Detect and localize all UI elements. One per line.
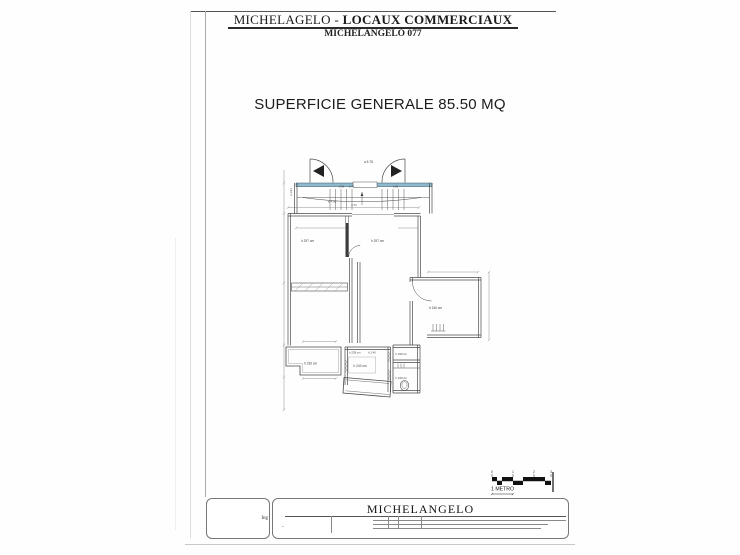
plan-label: h 297 cm [371,239,385,243]
wall-hatch [388,352,391,362]
title-block-column-line [398,516,399,529]
plan-label: h 240 cm [395,376,408,380]
plan-label: 1.85 [393,185,399,189]
surface-title: SUPERFICIE GENERALE 85.50 MQ [254,96,506,113]
scale-tick-number: 2 [533,470,535,474]
engineer-label: Ing [261,516,268,521]
right-room [410,278,481,346]
plan-label: h 297 cm [301,239,315,243]
centre-partition [346,216,361,257]
title-block-project-name: MICHELANGELO [366,502,475,516]
stair-hatch-right [382,189,404,210]
plan-label: a 5.78 [364,160,373,164]
centre-door-swing [349,246,361,258]
right-door-swing [382,159,405,183]
toilet [400,381,408,391]
plan-label: h 246 cm [429,306,443,310]
scale-tick-number: 3 [550,470,552,474]
radiator-ticks [431,324,446,331]
title-block-row-line [373,524,548,525]
title-block-rule [285,516,566,517]
wall-hatch [388,370,391,380]
main-room-walls [288,214,421,346]
floor-plan [280,150,495,415]
plan-label: h 240 cm [395,352,408,356]
left-door-swing [310,159,333,183]
plan-label: a 4.90 [328,199,337,204]
title-block-main-box [272,498,569,539]
plan-label: h 239 cm [349,350,361,355]
plan-label: a 1.91 [289,188,293,196]
drawing-header-subtitle: MICHELANGELO 077 [324,29,422,39]
title-block-cell-divider [331,516,332,533]
scan-fold-line [175,238,176,530]
plan-label: 1.77 [349,185,355,189]
scan-bottom-shadow [185,544,575,545]
page-left-outer-border [190,11,191,538]
plan-label: h 2.40 [368,350,376,355]
plan-label: 2.05 [339,185,345,189]
central-shaft [350,258,361,343]
scale-bar-segments [492,477,551,485]
title-block-row-line [373,520,566,521]
bottom-corridor [343,378,391,398]
counter [292,283,348,291]
plan-label: h 240 cm [353,364,367,368]
title-block-stamp-box [206,498,270,539]
drawing-header-title [213,12,533,28]
right-room-door-swing [413,282,432,301]
wall-hatch [345,360,348,372]
scale-label: 1 METRO [491,486,515,493]
plan-label: h 236 cm [304,361,318,366]
header-title-prefix: MICHELAGELO - [233,12,343,27]
title-block-note: . [282,521,284,529]
toilet-bowl [402,382,407,389]
title-block-column-line [388,516,389,529]
title-block-column-line [421,516,422,529]
plan-label: 4.71 [351,203,357,208]
storefront-entry-panel [353,182,377,187]
page-left-inner-border [205,11,206,497]
scale-tick-number: 0 [491,470,493,474]
scale-tick-numbers [491,470,552,474]
scale-tick-number: 1 [512,470,514,474]
header-title-bold: LOCAUX COMMERCIAUX [342,12,513,27]
graphic-scale [488,468,560,500]
